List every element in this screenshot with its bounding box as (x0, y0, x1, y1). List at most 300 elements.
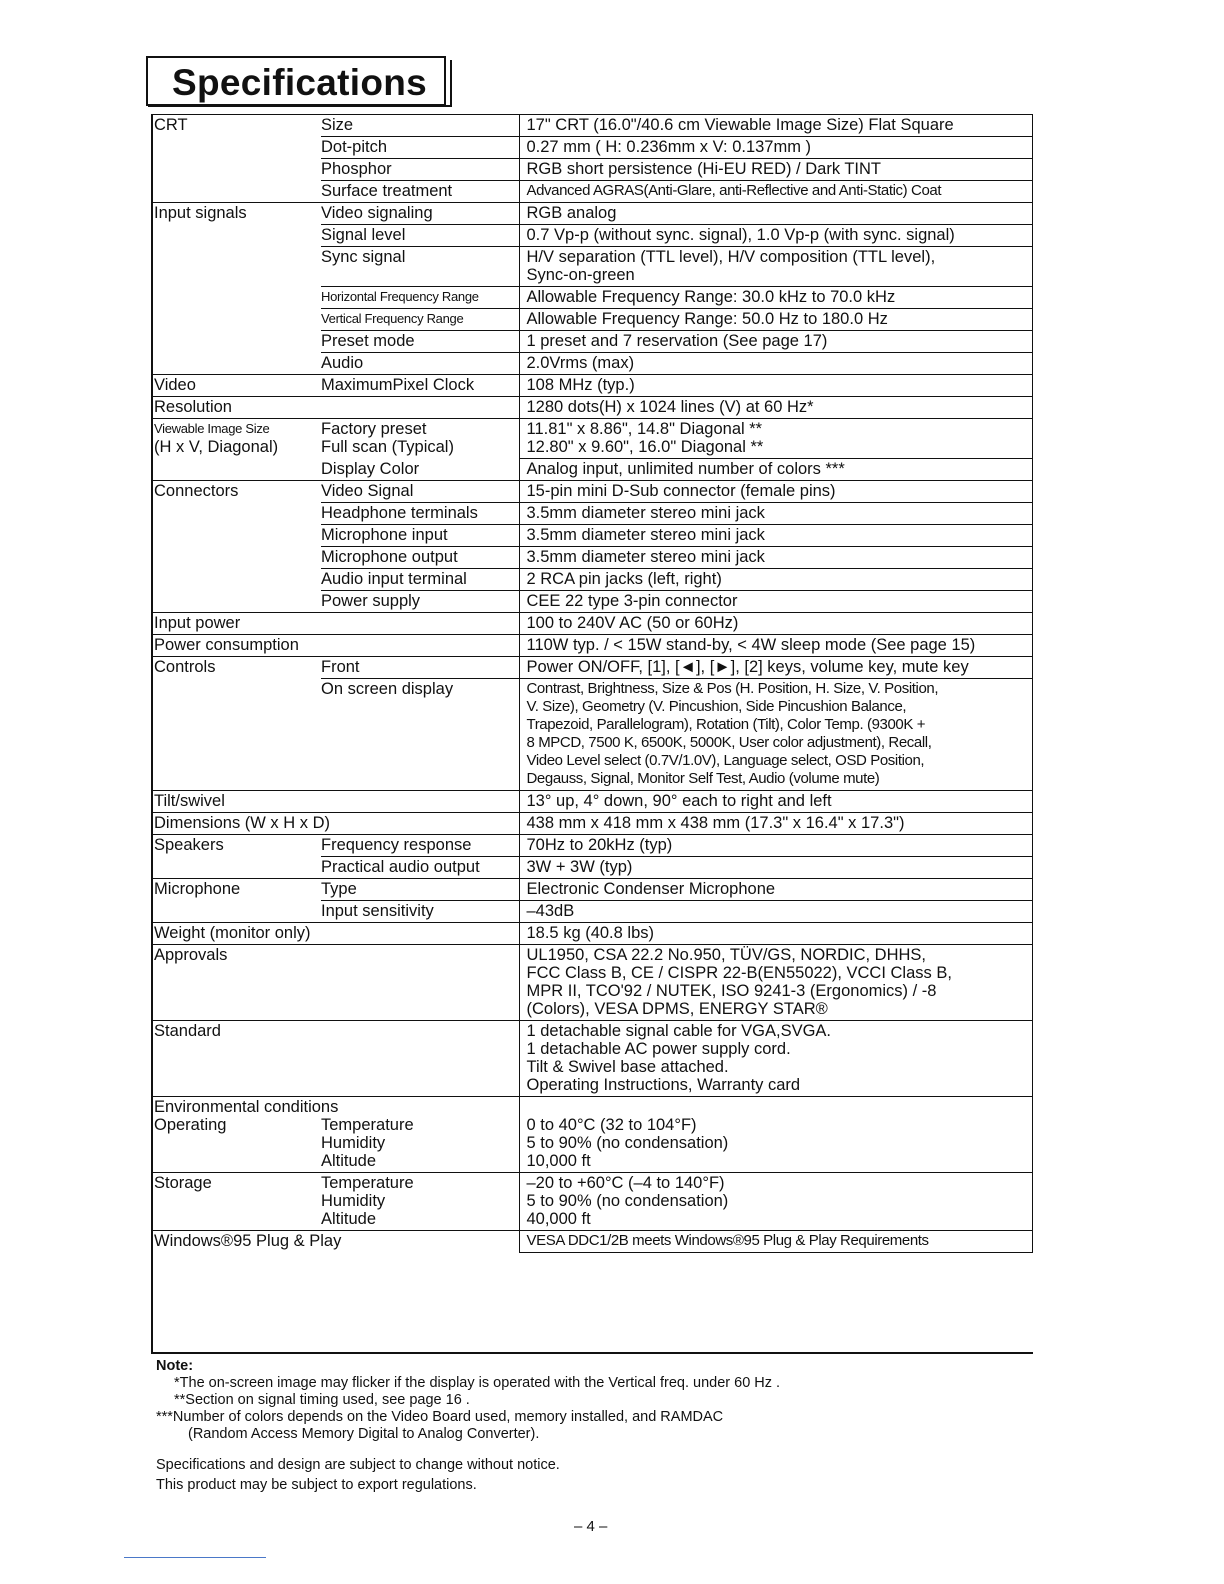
table-row (151, 879, 1033, 901)
note-1: *The on-screen image may flicker if the display is operated with the Vertical freq. under 60 Hz . (174, 1375, 781, 1391)
c1-line (154, 460, 321, 478)
spec-category (151, 247, 321, 287)
spec-category (151, 635, 321, 657)
c3-line: 1 detachable signal cable for VGA,SVGA. (526, 1022, 832, 1040)
c2-line: On screen display (321, 680, 454, 698)
c1-line (154, 526, 321, 544)
table-row (151, 1021, 1033, 1097)
c3-line: 110W typ. / < 15W stand-by, < 4W sleep mode (See page 15) (526, 636, 976, 654)
spec-category (151, 879, 321, 901)
c3-line: 15-pin mini D-Sub connector (female pins) (526, 482, 836, 500)
c3-line: 2.0Vrms (max) (526, 354, 635, 372)
c2-line (321, 792, 519, 810)
c3-line: 12.80" x 9.60", 16.0" Diagonal ** (526, 438, 764, 456)
spec-value (519, 857, 1033, 879)
table-row (151, 657, 1033, 679)
spec-value (519, 1231, 1033, 1253)
spec-item (321, 679, 519, 791)
table-row (151, 835, 1033, 857)
spec-category (151, 945, 321, 1021)
spec-value (519, 791, 1033, 813)
c1-line: Microphone (154, 880, 241, 898)
table-row (151, 635, 1033, 657)
c2-line (321, 398, 519, 416)
c2-line: Front (321, 658, 360, 676)
c2-line: Input sensitivity (321, 902, 434, 920)
c2-line: Video signaling (321, 204, 433, 222)
table-row (151, 115, 1033, 137)
spec-category (151, 591, 321, 613)
c3-line: 17" CRT (16.0"/40.6 cm Viewable Image Size) Flat Square (526, 116, 954, 134)
spec-value (519, 309, 1033, 331)
table-row (151, 569, 1033, 591)
notes-section (156, 1358, 780, 1443)
c3-line: –20 to +60°C (–4 to 140°F) (526, 1174, 725, 1192)
spec-category (151, 287, 321, 309)
spec-category (151, 419, 321, 459)
c1-line: (H x V, Diagonal) (154, 438, 279, 456)
c1-line: Resolution (154, 398, 232, 416)
spec-category (151, 1021, 321, 1097)
spec-item (321, 923, 519, 945)
spec-category (151, 525, 321, 547)
c3-line: RGB short persistence (Hi-EU RED) / Dark TINT (526, 160, 882, 178)
spec-item (321, 309, 519, 331)
c2-line: Vertical Frequency Range (321, 311, 464, 326)
footer-line-2: This product may be subject to export regulations. (156, 1477, 477, 1493)
title-shadow-bottom (148, 105, 452, 107)
spec-category (151, 1173, 321, 1231)
spec-value (519, 181, 1033, 203)
spec-item (321, 459, 519, 481)
spec-item (321, 503, 519, 525)
table-row (151, 247, 1033, 287)
page-title: Specifications (172, 62, 428, 103)
table-row (151, 225, 1033, 247)
c1-line: Power consumption (154, 636, 299, 654)
table-row (151, 287, 1033, 309)
c2-line (321, 924, 519, 942)
spec-value (519, 525, 1033, 547)
spec-value (519, 679, 1033, 791)
spec-value (519, 397, 1033, 419)
c1-line: Weight (monitor only) (154, 924, 311, 942)
c2-line: Video Signal (321, 482, 414, 500)
c3-line: 1 detachable AC power supply cord. (526, 1040, 791, 1058)
table-row (151, 791, 1033, 813)
c1-line: Windows®95 Plug & Play (154, 1232, 342, 1250)
c3-line: 108 MHz (typ.) (526, 376, 635, 394)
c3-line: 11.81" x 8.86", 14.8" Diagonal ** (526, 420, 763, 438)
c2-line: Horizontal Frequency Range (321, 289, 479, 304)
spec-value (519, 945, 1033, 1021)
c3-line: 5 to 90% (no condensation) (526, 1134, 729, 1152)
spec-category (151, 397, 321, 419)
c3-line: (Colors), VESA DPMS, ENERGY STAR® (526, 1000, 828, 1018)
c1-line (154, 858, 321, 876)
spec-category (151, 181, 321, 203)
c3-line: Operating Instructions, Warranty card (526, 1076, 801, 1094)
c3-line: Trapezoid, Parallelogram), Rotation (Tilt), Color Temp. (9300K + (526, 716, 926, 733)
c3-line: Contrast, Brightness, Size & Pos (H. Position, H. Size, V. Position, (526, 680, 939, 697)
c2-line: Preset mode (321, 332, 415, 350)
spec-category (151, 791, 321, 813)
spec-value (519, 547, 1033, 569)
spec-item (321, 835, 519, 857)
c2-line (321, 814, 519, 832)
c3-line: Power ON/OFF, [1], [◄], [►], [2] keys, volume key, mute key (526, 658, 969, 676)
spec-category (151, 657, 321, 679)
title-box (146, 56, 446, 106)
spec-item (321, 1021, 519, 1097)
c3-line: Advanced AGRAS(Anti-Glare, anti-Reflective and Anti-Static) Coat (526, 182, 942, 199)
spec-value (519, 923, 1033, 945)
c3-line (527, 1098, 1031, 1116)
spec-category (151, 679, 321, 791)
c1-line (154, 902, 321, 920)
spec-category (151, 923, 321, 945)
c3-line: Electronic Condenser Microphone (526, 880, 776, 898)
c1-line (154, 570, 321, 588)
spec-item (321, 657, 519, 679)
note-3: ***Number of colors depends on the Video Board used, memory installed, and RAMDAC (156, 1409, 724, 1425)
c2-line (321, 614, 519, 632)
notes-heading: Note: (156, 1358, 194, 1374)
c3-line: 0.7 Vp-p (without sync. signal), 1.0 Vp-p (with sync. signal) (526, 226, 955, 244)
c1-line (154, 504, 321, 522)
spec-item (321, 813, 519, 835)
spec-item (321, 203, 519, 225)
spec-value (519, 419, 1033, 459)
title-shadow-right (450, 60, 452, 107)
table-row (151, 419, 1033, 459)
c2-line: Microphone input (321, 526, 448, 544)
c1-line (154, 332, 321, 350)
c3-line: Allowable Frequency Range: 30.0 kHz to 70.0 kHz (526, 288, 896, 306)
c2-line: Signal level (321, 226, 406, 244)
c1-line (154, 288, 321, 306)
table-row (151, 525, 1033, 547)
c1-line: Storage (154, 1174, 212, 1192)
c2-line: Altitude (321, 1152, 377, 1170)
c3-line: 438 mm x 418 mm x 438 mm (17.3" x 16.4" x 17.3") (526, 814, 905, 832)
spec-category (151, 203, 321, 225)
spec-value (519, 481, 1033, 503)
spec-item (321, 635, 519, 657)
c3-line: Tilt & Swivel base attached. (526, 1058, 729, 1076)
table-row (151, 1097, 1033, 1173)
c3-line: 1280 dots(H) x 1024 lines (V) at 60 Hz* (526, 398, 814, 416)
spec-category (151, 353, 321, 375)
spec-item (321, 287, 519, 309)
c1-line (154, 592, 321, 610)
spec-item (321, 945, 519, 1021)
spec-item (321, 397, 519, 419)
spec-value (519, 159, 1033, 181)
c2-line: Sync signal (321, 248, 406, 266)
spec-item (321, 331, 519, 353)
spec-category (151, 159, 321, 181)
c1-line: Tilt/swivel (154, 792, 225, 810)
footer-line-1: Specifications and design are subject to change without notice. (156, 1457, 560, 1473)
table-row (151, 613, 1033, 635)
table-row (151, 945, 1033, 1021)
spec-value (519, 287, 1033, 309)
spec-value (519, 203, 1033, 225)
spec-item (321, 525, 519, 547)
table-row (151, 203, 1033, 225)
spec-item (321, 481, 519, 503)
spec-category (151, 375, 321, 397)
c1-line (154, 138, 321, 156)
spec-item (321, 375, 519, 397)
c1-line: Controls (154, 658, 216, 676)
c1-line: Connectors (154, 482, 239, 500)
table-row (151, 309, 1033, 331)
spec-category (151, 331, 321, 353)
c2-line: Humidity (321, 1134, 386, 1152)
c1-line: CRT (154, 116, 188, 134)
c2-line: Practical audio output (321, 858, 480, 876)
spec-item (321, 857, 519, 879)
spec-item (321, 591, 519, 613)
c2-line: Type (321, 880, 357, 898)
c3-line: 13° up, 4° down, 90° each to right and left (526, 792, 832, 810)
table-bottom-border (151, 1352, 1033, 1354)
spec-item (321, 225, 519, 247)
c3-line: H/V separation (TTL level), H/V composition (TTL level), (526, 248, 936, 266)
scan-edge-line (124, 1557, 266, 1558)
c3-line: 40,000 ft (526, 1210, 591, 1228)
table-row (151, 181, 1033, 203)
c1-line: Input power (154, 614, 241, 632)
table-row (151, 923, 1033, 945)
c2-line: Power supply (321, 592, 421, 610)
spec-value (519, 225, 1033, 247)
page-number: – 4 – (574, 1518, 608, 1535)
footer-text (156, 1455, 560, 1495)
table-row (151, 591, 1033, 613)
c3-line: VESA DDC1/2B meets Windows®95 Plug & Play Requirements (526, 1232, 929, 1249)
spec-item (321, 247, 519, 287)
spec-value (519, 901, 1033, 923)
c2-line (321, 1232, 519, 1250)
c3-line: V. Size), Geometry (V. Pincushion, Side Pincushion Balance, (526, 698, 907, 715)
c1-line (154, 160, 321, 178)
c1-line (154, 226, 321, 244)
spec-item (321, 901, 519, 923)
c3-line: 10,000 ft (526, 1152, 591, 1170)
spec-category (151, 481, 321, 503)
table-row (151, 353, 1033, 375)
c2-line: Surface treatment (321, 182, 453, 200)
table-row (151, 1231, 1033, 1253)
spec-value (519, 835, 1033, 857)
spec-item (321, 115, 519, 137)
spec-value (519, 613, 1033, 635)
spec-category (151, 1231, 342, 1253)
c2-line: Microphone output (321, 548, 458, 566)
c2-line: Full scan (Typical) (321, 438, 454, 456)
spec-item (321, 353, 519, 375)
spec-value (519, 459, 1033, 481)
c1-line (154, 310, 321, 328)
c3-line: 2 RCA pin jacks (left, right) (526, 570, 722, 588)
c3-line: Video Level select (0.7V/1.0V), Language select, OSD Position, (526, 752, 925, 769)
note-3-cont: (Random Access Memory Digital to Analog Converter). (188, 1426, 540, 1442)
c1-line: Viewable Image Size (154, 421, 270, 436)
spec-value (519, 375, 1033, 397)
table-row (151, 481, 1033, 503)
spec-item (321, 159, 519, 181)
spec-value (519, 353, 1033, 375)
c3-line: 100 to 240V AC (50 or 60Hz) (526, 614, 739, 632)
note-2: **Section on signal timing used, see page 16 . (174, 1392, 470, 1408)
c1-line: Approvals (154, 946, 228, 964)
table-row (151, 159, 1033, 181)
spec-category (151, 137, 321, 159)
c2-line: MaximumPixel Clock (321, 376, 475, 394)
c2-line: Frequency response (321, 836, 472, 854)
c3-line: MPR II, TCO'92 / NUTEK, ISO 9241-3 (Ergonomics) / -8 (526, 982, 937, 1000)
table-row (151, 137, 1033, 159)
c2-line: Display Color (321, 459, 420, 478)
spec-value (519, 1097, 1033, 1173)
spec-category (151, 309, 321, 331)
c1-line (154, 354, 321, 372)
c3-line: 3.5mm diameter stereo mini jack (526, 548, 765, 566)
c3-line: 5 to 90% (no condensation) (526, 1192, 729, 1210)
c2-line: Audio (321, 354, 364, 372)
c1-line: Video (154, 376, 196, 394)
c3-line: Sync-on-green (526, 266, 635, 284)
c2-line (321, 946, 519, 964)
spec-item (321, 1231, 519, 1253)
spec-item (321, 1173, 519, 1231)
spec-category (151, 857, 321, 879)
spec-item (321, 569, 519, 591)
c2-line: Dot-pitch (321, 138, 388, 156)
table-row (151, 901, 1033, 923)
spec-value (519, 137, 1033, 159)
spec-category (151, 901, 321, 923)
table-row (151, 503, 1033, 525)
spec-category (151, 613, 321, 635)
c3-line: 70Hz to 20kHz (typ) (526, 836, 673, 854)
spec-value (519, 569, 1033, 591)
spec-value (519, 331, 1033, 353)
spec-value (519, 1021, 1033, 1097)
c3-line: 0 to 40°C (32 to 104°F) (526, 1116, 697, 1134)
c1-line: Standard (154, 1022, 221, 1040)
spec-category (151, 813, 331, 835)
spec-item (321, 137, 519, 159)
spec-value (519, 635, 1033, 657)
table-row (151, 397, 1033, 419)
c3-line: RGB analog (526, 204, 617, 222)
spec-value (519, 879, 1033, 901)
c3-line: 8 MPCD, 7500 K, 6500K, 5000K, User color adjustment), Recall, (526, 734, 932, 751)
table-row (151, 813, 1033, 835)
table-row (151, 331, 1033, 353)
c2-line: Audio input terminal (321, 570, 467, 588)
spec-item (321, 419, 519, 459)
c2-line: Temperature (321, 1174, 414, 1192)
c3-line: Analog input, unlimited number of colors *** (526, 460, 845, 478)
c2-line: Factory preset (321, 420, 427, 438)
spec-value (519, 1173, 1033, 1231)
spec-item (321, 547, 519, 569)
c2-line (321, 1098, 519, 1116)
c3-line: Degauss, Signal, Monitor Self Test, Audio (volume mute) (526, 770, 880, 787)
table-row (151, 459, 1033, 481)
spec-item (321, 791, 519, 813)
c1-line (154, 548, 321, 566)
c3-line: 3.5mm diameter stereo mini jack (526, 526, 765, 544)
spec-category (151, 569, 321, 591)
c2-line: Phosphor (321, 160, 392, 178)
spec-value (519, 657, 1033, 679)
spec-category (151, 225, 321, 247)
spec-value (519, 591, 1033, 613)
spec-category (151, 115, 321, 137)
c2-line: Headphone terminals (321, 504, 478, 522)
c3-line: FCC Class B, CE / CISPR 22-B(EN55022), VCCI Class B, (526, 964, 952, 982)
spec-value (519, 813, 1033, 835)
c3-line: 3.5mm diameter stereo mini jack (526, 504, 765, 522)
c1-line: Speakers (154, 836, 224, 854)
c1-line: Dimensions (W x H x D) (154, 814, 331, 832)
c1-line: Environmental conditions (154, 1098, 339, 1116)
spec-category (151, 547, 321, 569)
c2-line: Altitude (321, 1210, 377, 1228)
c1-line: Input signals (154, 204, 247, 222)
specifications-table (151, 114, 1033, 1253)
c3-line: Allowable Frequency Range: 50.0 Hz to 180.0 Hz (526, 310, 888, 328)
c1-line (154, 182, 321, 200)
spec-item (321, 879, 519, 901)
spec-item (321, 181, 519, 203)
spec-item (321, 613, 519, 635)
spec-category (151, 459, 321, 481)
table-row (151, 679, 1033, 791)
spec-value (519, 115, 1033, 137)
spec-value (519, 247, 1033, 287)
spec-category (151, 1097, 339, 1173)
table-row (151, 1173, 1033, 1231)
c2-line: Temperature (321, 1116, 414, 1134)
c2-line: Size (321, 116, 354, 134)
table-row (151, 857, 1033, 879)
c3-line: UL1950, CSA 22.2 No.950, TÜV/GS, NORDIC, DHHS, (526, 946, 927, 964)
c3-line: –43dB (526, 902, 575, 920)
spec-value (519, 503, 1033, 525)
spec-item (321, 1097, 519, 1173)
spec-category (151, 503, 321, 525)
c3-line: 1 preset and 7 reservation (See page 17) (526, 332, 828, 350)
c3-line: 3W + 3W (typ) (526, 858, 633, 876)
table-row (151, 375, 1033, 397)
c3-line: 0.27 mm ( H: 0.236mm x V: 0.137mm ) (526, 138, 812, 156)
c3-line: CEE 22 type 3-pin connector (526, 592, 738, 610)
c2-line (321, 1022, 519, 1040)
c3-line: 18.5 kg (40.8 lbs) (526, 924, 654, 942)
c2-line: Humidity (321, 1192, 386, 1210)
table-row (151, 547, 1033, 569)
c1-line (154, 680, 321, 698)
spec-category (151, 835, 321, 857)
c1-line (154, 248, 321, 266)
